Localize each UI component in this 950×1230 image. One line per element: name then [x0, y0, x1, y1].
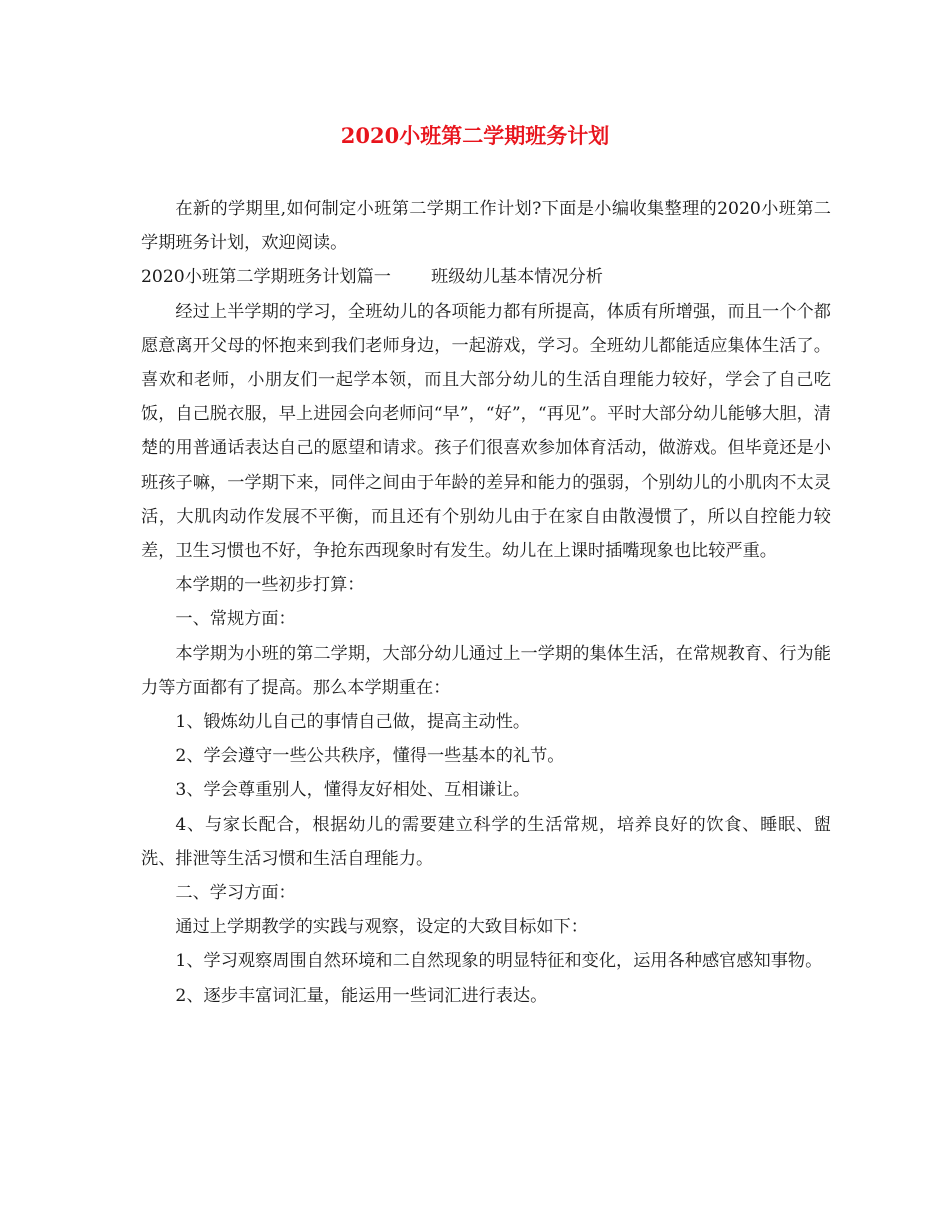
routine-paragraph: 本学期为小班的第二学期，大部分幼儿通过上一学期的集体生活，在常规教育、行为能力等方面都有了提高。那么本学期重在： [141, 643, 831, 698]
routine-item-1: 1、锻炼幼儿自己的事情自己做，提高主动性。 [175, 712, 531, 733]
learning-item-1: 1、学习观察周围自然环境和二自然现象的明显特征和变化，运用各种感官感知事物。 [175, 951, 823, 972]
learning-item-2: 2、逐步丰富词汇量，能运用一些词汇进行表达。 [175, 985, 548, 1006]
analysis-paragraph: 经过上半学期的学习，全班幼儿的各项能力都有所提高，体质有所增强，而且一个个都愿意离开父母的怀抱来到我们老师身边，一起游戏，学习。全班幼儿都能适应集体生活了。喜欢和老师，小朋友们一起学本领，而且大部分幼儿的生活自理能力较好，学会了自己吃饭，自己脱衣服，早上进园会向老师问“早”，“好”，“再见”。平时大部分幼儿能够大胆，清楚的用普通话表达自己的愿望和请求。孩子们很喜欢参加体育活动，做游戏。但毕竟还是小班孩子嘛，一学期下来，同伴之间由于年龄的差异和能力的强弱，个别幼儿的小肌肉不太灵活，大肌肉动作发展不平衡，而且还有个别幼儿由于在家自由散漫惯了，所以自控能力较差，卫生习惯也不好，争抢东西现象时有发生。幼儿在上课时插嘴现象也比较严重。 [141, 301, 831, 562]
learning-paragraph: 通过上学期教学的实践与观察，设定的大致目标如下： [175, 917, 588, 938]
routine-heading: 一、常规方面： [175, 609, 296, 630]
section-heading-title: 2020小班第二学期班务计划篇一 [141, 267, 391, 288]
section-heading [141, 260, 831, 294]
learning-heading: 二、学习方面： [175, 883, 296, 904]
document-title: 2020小班第二学期班务计划 [340, 123, 610, 148]
routine-item-4: 4、与家长配合，根据幼儿的需要建立科学的生活常规，培养良好的饮食、睡眠、盥洗、排泄等生活习惯和生活自理能力。 [141, 814, 831, 869]
routine-item-3: 3、学会尊重别人，懂得友好相处、互相谦让。 [175, 780, 531, 801]
routine-item-2: 2、学会遵守一些公共秩序，懂得一些基本的礼节。 [175, 746, 565, 767]
intro-paragraph: 在新的学期里,如何制定小班第二学期工作计划?下面是小编收集整理的2020小班第二学期班务计划，欢迎阅读。 [141, 199, 831, 254]
document-body [141, 192, 831, 1013]
plan-intro: 本学期的一些初步打算： [175, 575, 365, 596]
section-heading-subtitle: 班级幼儿基本情况分析 [431, 267, 603, 288]
